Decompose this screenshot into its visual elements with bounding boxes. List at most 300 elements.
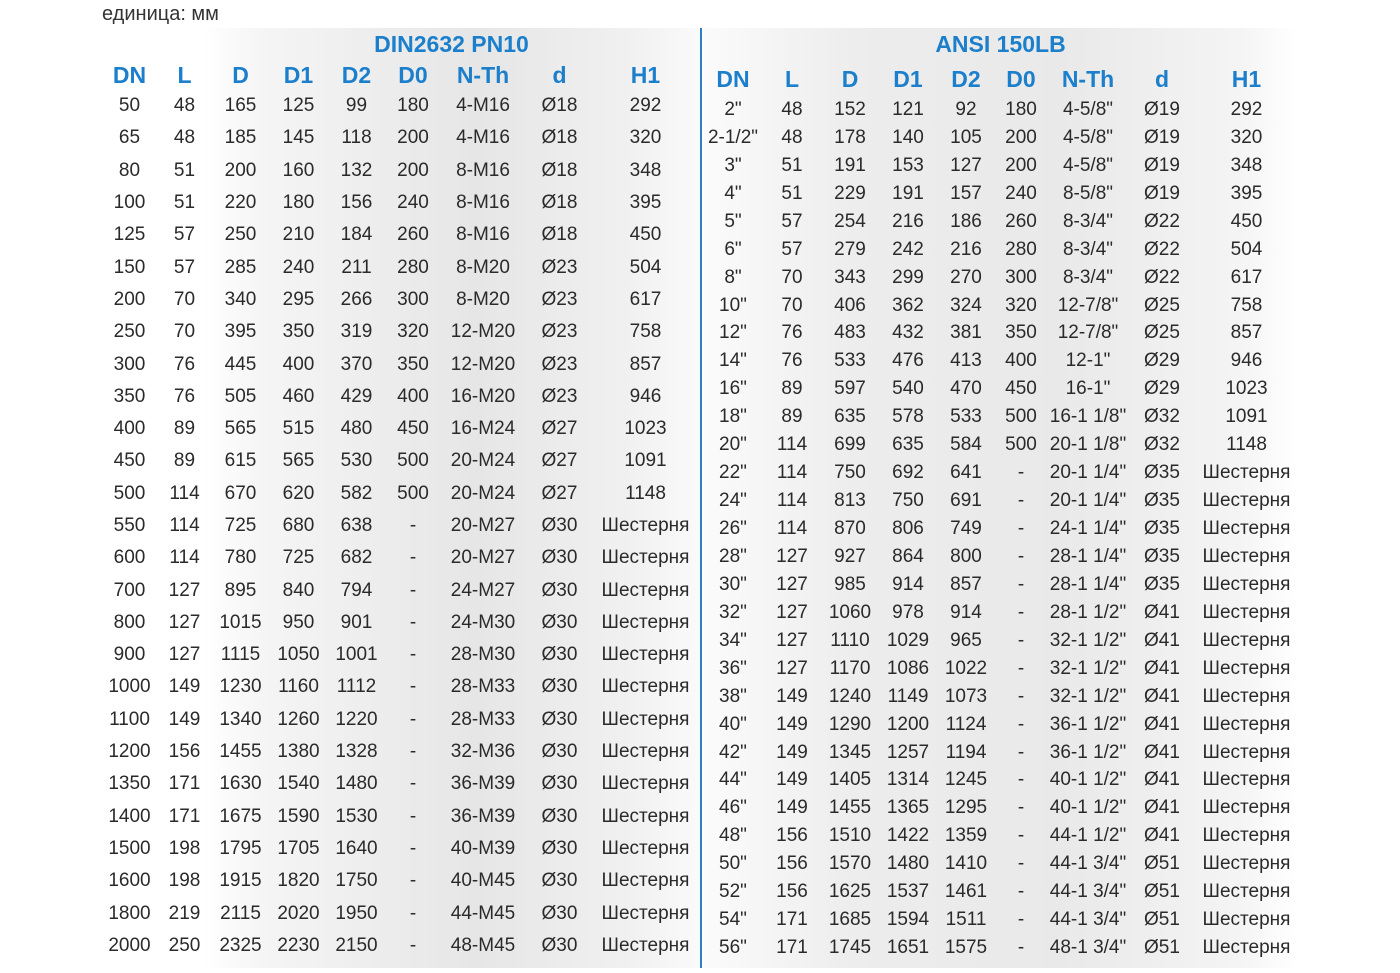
table-cell: 114 — [169, 482, 200, 504]
ansi-header-d0: D0 — [1006, 66, 1036, 92]
table-cell: Ø30 — [541, 773, 578, 795]
table-cell: 48 — [173, 127, 196, 149]
table-cell: 1400 — [108, 805, 151, 827]
ansi-header-h1: H1 — [1231, 66, 1262, 92]
table-cell: 32-1 1/2" — [1049, 657, 1127, 679]
table-row — [703, 347, 1298, 375]
table-cell: 198 — [168, 870, 201, 892]
table-cell: 340 — [224, 288, 257, 310]
table-cell: Ø30 — [541, 902, 578, 924]
table-cell: 1260 — [277, 708, 320, 730]
table-cell: Ø35 — [1144, 462, 1180, 484]
table-cell: 750 — [834, 462, 866, 484]
table-cell: 186 — [950, 210, 982, 232]
table-row — [703, 459, 1298, 487]
table-cell: 149 — [776, 797, 808, 819]
table-cell: Шестерня — [601, 676, 690, 698]
table-cell: 617 — [629, 288, 662, 310]
table-cell: 343 — [834, 266, 866, 288]
table-cell: 127 — [776, 629, 808, 651]
table-cell: 12-7/8" — [1057, 294, 1119, 316]
table-cell: - — [409, 708, 417, 730]
table-cell: 240 — [282, 256, 315, 278]
din-header-d: D — [232, 61, 249, 88]
table-cell: 2000 — [108, 934, 151, 956]
table-cell: 12-M20 — [450, 353, 516, 375]
table-cell: 400 — [1005, 350, 1037, 372]
table-cell: 500 — [1005, 406, 1037, 428]
table-cell: 132 — [340, 159, 373, 181]
table-cell: 370 — [340, 353, 373, 375]
table-cell: 12" — [719, 322, 747, 344]
table-cell: 16" — [719, 378, 747, 400]
table-cell: 20-M27 — [450, 515, 516, 536]
table-cell: 20" — [719, 434, 747, 456]
table-cell: 156 — [776, 825, 808, 847]
table-row — [703, 487, 1298, 515]
table-cell: 70 — [173, 288, 196, 310]
table-cell: 1100 — [109, 708, 150, 730]
table-cell: 638 — [340, 515, 373, 536]
table-cell: 22" — [719, 462, 747, 484]
table-cell: 1314 — [886, 769, 930, 791]
table-cell: 504 — [629, 256, 662, 278]
table-cell: 1625 — [828, 881, 872, 903]
table-cell: 156 — [776, 881, 808, 903]
table-cell: 1073 — [944, 685, 988, 707]
table-row — [102, 122, 697, 154]
table-cell: 8-M16 — [456, 192, 510, 214]
table-cell: 1086 — [886, 657, 930, 679]
table-cell: 1455 — [828, 797, 872, 819]
table-cell: 1510 — [828, 825, 872, 847]
table-cell: 700 — [113, 579, 146, 601]
table-cell: - — [1017, 545, 1025, 567]
table-cell: 216 — [892, 210, 924, 232]
table-cell: 2230 — [277, 934, 320, 956]
table-cell: Шестерня — [1202, 741, 1291, 763]
table-cell: 127 — [776, 573, 808, 595]
table-cell: 1149 — [887, 685, 929, 707]
table-cell: Ø27 — [541, 482, 578, 504]
table-cell: 48-1 3/4" — [1049, 937, 1127, 959]
table-cell: 51 — [173, 192, 196, 214]
table-cell: 1480 — [335, 773, 378, 795]
table-cell: Шестерня — [601, 708, 690, 730]
table-cell: 24-M30 — [450, 611, 516, 633]
table-cell: 16-M24 — [450, 418, 516, 440]
table-row — [703, 403, 1298, 431]
table-cell: 295 — [282, 288, 315, 310]
table-row — [703, 236, 1298, 264]
table-row — [703, 711, 1298, 739]
table-cell: 320 — [1005, 294, 1037, 316]
table-cell: 395 — [1230, 182, 1263, 204]
table-row — [102, 930, 697, 962]
table-cell: 400 — [113, 418, 146, 440]
table-cell: 1640 — [335, 837, 378, 859]
table-cell: 57 — [173, 256, 196, 278]
table-cell: 1050 — [277, 644, 320, 666]
table-cell: 57 — [781, 238, 803, 260]
table-row — [102, 542, 697, 574]
din-header-row — [102, 60, 697, 90]
table-cell: 1630 — [219, 773, 262, 795]
table-cell: 12-M20 — [450, 321, 516, 343]
table-row — [703, 878, 1298, 906]
table-cell: 200 — [397, 127, 429, 149]
table-cell: 1500 — [108, 837, 151, 859]
table-cell: 1461 — [944, 881, 988, 903]
table-cell: 1410 — [944, 853, 988, 875]
table-cell: 89 — [173, 450, 196, 472]
table-cell: Ø30 — [541, 870, 578, 892]
table-cell: Шестерня — [1202, 685, 1291, 707]
table-cell: 1537 — [886, 881, 930, 903]
table-cell: 8-3/4" — [1062, 266, 1114, 288]
table-cell: 89 — [173, 418, 196, 440]
table-cell: 350 — [1005, 322, 1037, 344]
table-cell: Ø22 — [1144, 238, 1180, 260]
table-cell: 800 — [950, 545, 982, 567]
table-row — [102, 671, 697, 703]
table-cell: - — [1017, 490, 1025, 512]
table-cell: 76 — [781, 350, 803, 372]
table-cell: 165 — [224, 95, 257, 117]
table-cell: 200 — [1005, 154, 1037, 176]
table-cell: Ø23 — [541, 353, 578, 375]
table-cell: Шестерня — [601, 515, 690, 536]
table-cell: 30" — [719, 573, 747, 595]
table-cell: Ø41 — [1144, 629, 1180, 651]
table-cell: 1594 — [886, 909, 930, 931]
table-cell: 450 — [113, 450, 146, 472]
table-cell: 171 — [776, 909, 808, 931]
table-row — [102, 768, 697, 800]
table-cell: - — [1017, 601, 1025, 623]
table-cell: 2115 — [220, 902, 261, 924]
ansi-header-d: D — [841, 66, 859, 92]
table-cell: 4-5/8" — [1062, 154, 1114, 176]
table-cell: 127 — [168, 611, 201, 633]
table-cell: 26" — [719, 518, 747, 540]
table-cell: 641 — [950, 462, 982, 484]
table-cell: - — [1017, 657, 1025, 679]
table-cell: 584 — [950, 434, 982, 456]
table-cell: 250 — [113, 321, 146, 343]
table-cell: 395 — [224, 321, 257, 343]
table-cell: 2325 — [219, 934, 262, 956]
table-row — [102, 704, 697, 736]
table-cell: - — [409, 676, 417, 698]
table-cell: 1328 — [335, 741, 378, 763]
table-cell: Ø41 — [1144, 769, 1180, 791]
table-cell: 52" — [719, 881, 747, 903]
table-cell: 857 — [1230, 322, 1263, 344]
table-cell: - — [1017, 797, 1025, 819]
table-cell: Шестерня — [601, 741, 690, 763]
table-cell: 780 — [224, 547, 257, 569]
table-cell: 813 — [834, 490, 866, 512]
table-cell: 121 — [892, 98, 924, 120]
table-cell: 70 — [781, 266, 803, 288]
table-cell: 946 — [1230, 350, 1263, 372]
table-row — [102, 90, 697, 122]
din-header-l: L — [177, 61, 192, 88]
table-row — [703, 739, 1298, 767]
table-cell: 229 — [834, 182, 866, 204]
table-cell: 600 — [113, 547, 146, 569]
table-cell: 36" — [719, 657, 747, 679]
table-cell: 395 — [629, 192, 662, 214]
table-row — [102, 639, 697, 671]
table-cell: Шестерня — [1202, 825, 1291, 847]
table-cell: 864 — [892, 545, 924, 567]
table-cell: Ø30 — [541, 644, 578, 666]
table-cell: 1575 — [944, 937, 988, 959]
table-cell: 699 — [834, 434, 866, 456]
table-cell: 44-1 3/4" — [1049, 909, 1127, 931]
din-header-d: d — [552, 61, 567, 88]
table-cell: - — [409, 773, 417, 795]
table-row — [703, 543, 1298, 571]
table-row — [703, 822, 1298, 850]
table-cell: 950 — [282, 611, 315, 633]
table-cell: Шестерня — [1202, 713, 1291, 735]
table-cell: - — [409, 805, 417, 827]
table-cell: 1540 — [277, 773, 320, 795]
table-cell: 432 — [892, 322, 924, 344]
table-cell: 56" — [719, 937, 747, 959]
table-cell: Ø41 — [1144, 657, 1180, 679]
table-cell: Ø30 — [541, 805, 578, 827]
table-cell: 505 — [224, 385, 257, 407]
table-row — [703, 683, 1298, 711]
table-cell: 1112 — [336, 676, 377, 698]
table-cell: Ø30 — [541, 611, 578, 633]
table-cell: 1480 — [886, 853, 930, 875]
table-cell: 118 — [341, 127, 372, 149]
table-cell: 127 — [776, 545, 808, 567]
table-row — [102, 865, 697, 897]
table-cell: 1915 — [219, 870, 262, 892]
table-cell: 450 — [397, 418, 429, 440]
table-cell: 320 — [1230, 126, 1263, 148]
ansi-table — [703, 63, 1298, 962]
table-cell: 125 — [282, 95, 315, 117]
table-cell: 40-M39 — [450, 837, 516, 859]
table-cell: 127 — [168, 579, 201, 601]
table-cell: 127 — [168, 644, 201, 666]
table-cell: 200 — [397, 159, 429, 181]
table-cell: 40-1 1/2" — [1049, 797, 1127, 819]
table-cell: 1124 — [945, 713, 987, 735]
table-cell: 24" — [719, 490, 747, 512]
table-cell: Шестерня — [1202, 769, 1291, 791]
din-header-d2: D2 — [341, 61, 372, 88]
table-cell: 483 — [834, 322, 866, 344]
table-cell: 1455 — [219, 741, 262, 763]
table-cell: 582 — [340, 482, 373, 504]
ansi-header-d1: D1 — [893, 66, 923, 92]
ansi-header-row — [703, 63, 1298, 96]
table-cell: 20-1 1/4" — [1049, 462, 1127, 484]
table-row — [102, 316, 697, 348]
table-cell: Ø35 — [1144, 490, 1180, 512]
table-cell: 280 — [1005, 238, 1037, 260]
table-cell: 450 — [1230, 210, 1263, 232]
table-cell: 156 — [776, 853, 808, 875]
ansi-table-body — [703, 96, 1298, 962]
table-cell: 76 — [173, 385, 196, 407]
table-cell: 1350 — [108, 773, 151, 795]
table-cell: 76 — [173, 353, 196, 375]
table-cell: - — [1017, 769, 1025, 791]
table-row — [102, 219, 697, 251]
table-cell: 400 — [397, 385, 429, 407]
ansi-header-l: L — [784, 66, 800, 92]
table-cell: 198 — [168, 837, 201, 859]
table-cell: 533 — [834, 350, 866, 372]
table-cell: 50 — [118, 95, 141, 117]
table-cell: 57 — [173, 224, 196, 246]
table-cell: 300 — [113, 353, 146, 375]
table-cell: Ø27 — [541, 450, 578, 472]
table-row — [102, 155, 697, 187]
table-cell: 220 — [224, 192, 257, 214]
table-cell: 20-M27 — [450, 547, 516, 569]
table-cell: 565 — [224, 418, 257, 440]
table-cell: 51 — [781, 182, 803, 204]
table-cell: 32-1 1/2" — [1049, 629, 1127, 651]
table-row — [703, 431, 1298, 459]
table-cell: Ø18 — [541, 127, 578, 149]
table-cell: 180 — [1005, 98, 1037, 120]
table-cell: 1705 — [277, 837, 320, 859]
table-cell: 901 — [340, 611, 373, 633]
table-cell: 156 — [168, 741, 201, 763]
table-cell: 1380 — [277, 741, 320, 763]
table-cell: 8" — [724, 266, 742, 288]
table-cell: 40-M45 — [450, 870, 516, 892]
table-cell: 28-M30 — [450, 644, 516, 666]
table-cell: 758 — [629, 321, 662, 343]
table-cell: 350 — [282, 321, 315, 343]
table-cell: 149 — [168, 708, 201, 730]
table-cell: 1685 — [828, 909, 872, 931]
table-cell: Шестерня — [1202, 462, 1291, 484]
table-cell: 185 — [224, 127, 257, 149]
table-cell: 140 — [892, 126, 924, 148]
table-cell: 895 — [224, 579, 257, 601]
table-cell: Ø41 — [1144, 797, 1180, 819]
table-cell: 36-M39 — [450, 773, 516, 795]
table-cell: 1820 — [277, 870, 320, 892]
table-cell: Шестерня — [1202, 909, 1291, 931]
table-cell: 1800 — [108, 902, 151, 924]
table-row — [703, 375, 1298, 403]
table-cell: 254 — [834, 210, 866, 232]
table-cell: 445 — [224, 353, 257, 375]
table-cell: 1148 — [1226, 434, 1267, 456]
table-cell: 617 — [1230, 266, 1263, 288]
table-cell: 210 — [282, 224, 315, 246]
table-cell: 200 — [113, 288, 146, 310]
table-cell: 1220 — [335, 708, 378, 730]
table-cell: Ø41 — [1144, 741, 1180, 763]
table-cell: 114 — [776, 434, 808, 456]
table-cell: 8-M16 — [456, 224, 510, 246]
table-cell: 191 — [834, 154, 866, 176]
table-cell: 1029 — [886, 629, 930, 651]
table-cell: 180 — [397, 95, 429, 117]
table-cell: 36-1 1/2" — [1049, 713, 1127, 735]
table-cell: 470 — [950, 378, 982, 400]
table-cell: 985 — [834, 573, 866, 595]
table-cell: 500 — [397, 482, 429, 504]
table-cell: Ø51 — [1144, 909, 1180, 931]
table-cell: 28-M33 — [450, 708, 516, 730]
table-cell: - — [409, 611, 417, 633]
table-cell: 480 — [340, 418, 373, 440]
table-cell: 406 — [834, 294, 866, 316]
table-cell: Ø41 — [1144, 601, 1180, 623]
table-cell: 171 — [776, 937, 808, 959]
table-cell: Ø41 — [1144, 825, 1180, 847]
table-cell: 153 — [892, 154, 924, 176]
table-cell: 429 — [340, 385, 373, 407]
table-cell: 211 — [341, 256, 372, 278]
table-cell: 840 — [282, 579, 315, 601]
table-cell: 65 — [118, 127, 141, 149]
table-cell: Шестерня — [1202, 657, 1291, 679]
table-cell: - — [409, 837, 417, 859]
table-row — [703, 320, 1298, 348]
table-cell: - — [409, 579, 417, 601]
table-cell: Ø25 — [1144, 322, 1180, 344]
table-cell: Ø30 — [541, 515, 578, 536]
table-row — [703, 124, 1298, 152]
table-cell: 260 — [397, 224, 429, 246]
table-row — [102, 897, 697, 929]
table-cell: 292 — [1230, 98, 1263, 120]
table-row — [703, 96, 1298, 124]
table-cell: - — [1017, 825, 1025, 847]
table-cell: 160 — [282, 159, 315, 181]
table-cell: 149 — [776, 741, 808, 763]
table-cell: 44-1 1/2" — [1049, 825, 1127, 847]
table-cell: 44" — [719, 769, 747, 791]
table-cell: 530 — [340, 450, 373, 472]
table-cell: 8-M16 — [456, 159, 510, 181]
table-cell: Шестерня — [601, 870, 690, 892]
table-cell: - — [1017, 573, 1025, 595]
table-cell: Шестерня — [601, 934, 690, 956]
table-cell: 450 — [629, 224, 662, 246]
table-cell: Ø22 — [1144, 210, 1180, 232]
din-table — [102, 60, 697, 962]
table-cell: - — [1017, 853, 1025, 875]
table-cell: Шестерня — [1202, 490, 1291, 512]
table-cell: 1600 — [108, 870, 151, 892]
table-cell: 250 — [224, 224, 257, 246]
table-cell: 500 — [113, 482, 146, 504]
table-cell: 50" — [719, 853, 747, 875]
table-cell: - — [1017, 741, 1025, 763]
table-cell: 1340 — [219, 708, 262, 730]
table-cell: 5" — [724, 210, 742, 232]
table-cell: 3" — [724, 154, 742, 176]
